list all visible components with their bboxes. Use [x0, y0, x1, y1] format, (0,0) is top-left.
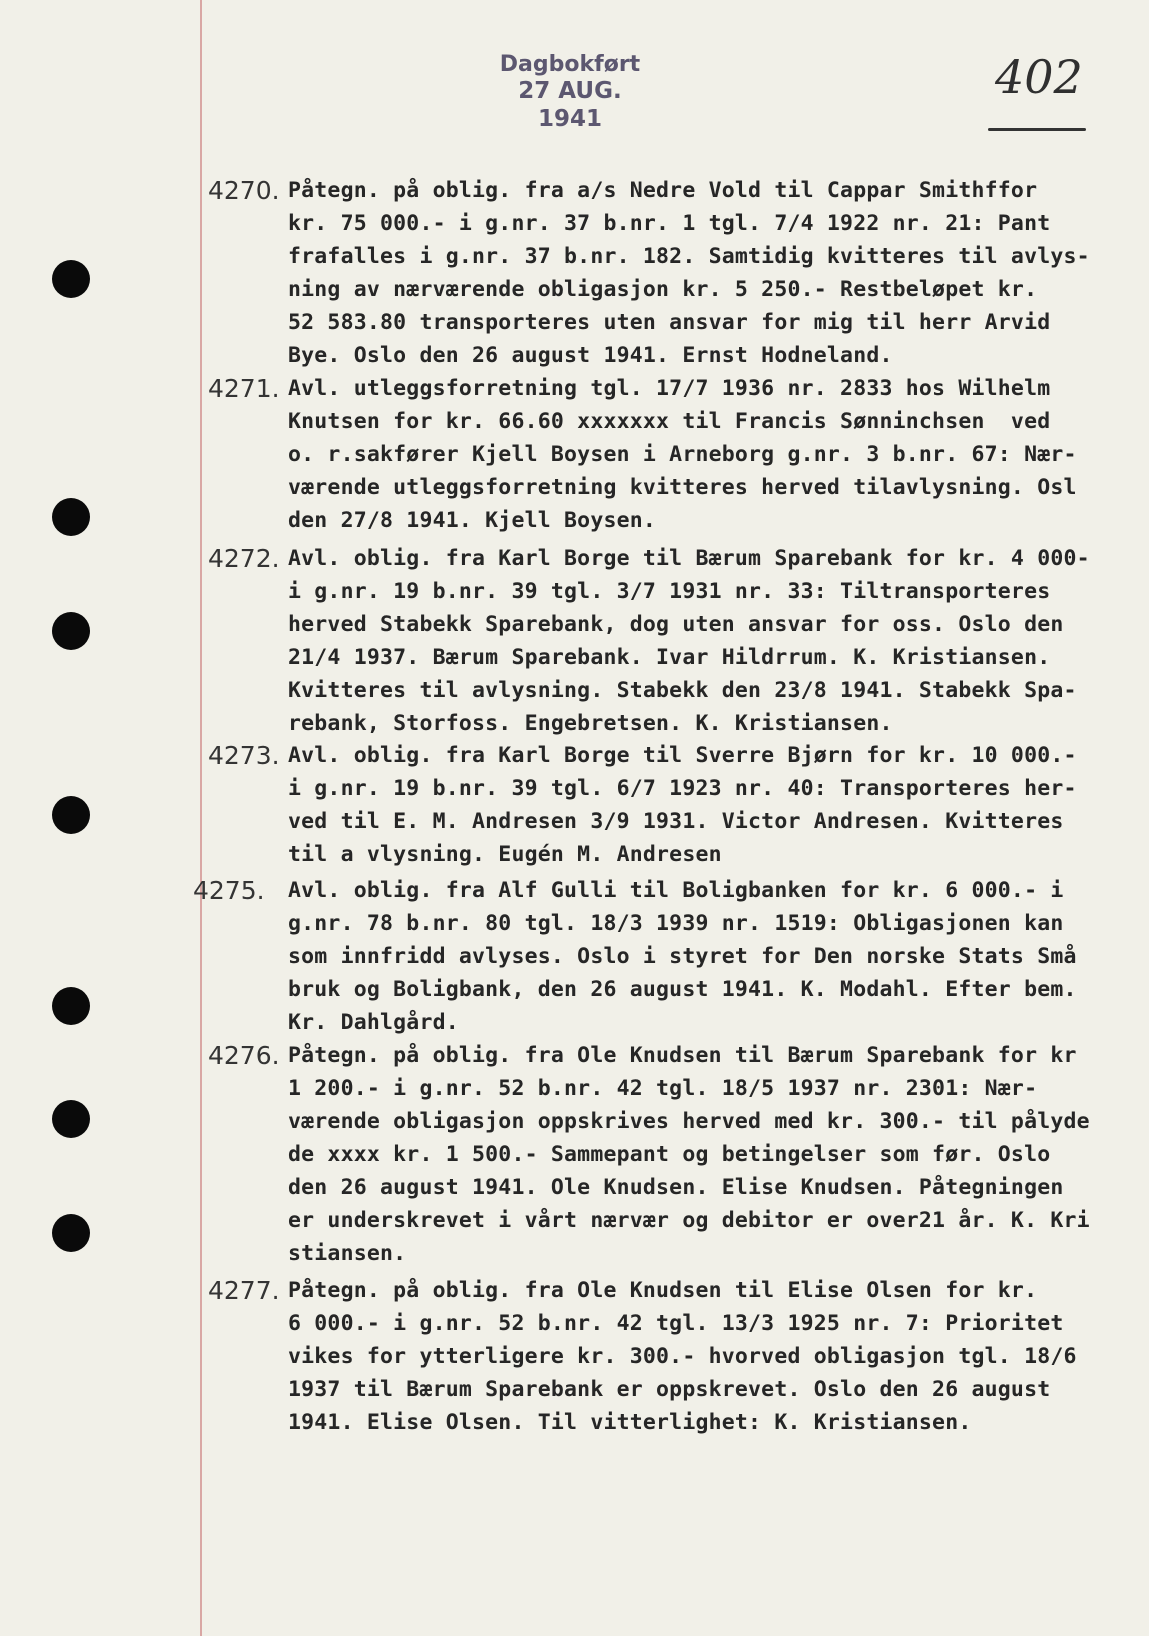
entry-text-line: Bye. Oslo den 26 august 1941. Ernst Hodneland.: [288, 343, 893, 368]
entry-text-line: 52 583.80 transporteres uten ansvar for mig til herr Arvid: [288, 310, 1051, 335]
entry-text-line: ved til E. M. Andresen 3/9 1931. Victor Andresen. Kvitteres: [288, 809, 1064, 834]
entry-text-line: vikes for ytterligere kr. 300.- hvorved obligasjon tgl. 18/6: [288, 1344, 1077, 1369]
entry-text-line: den 27/8 1941. Kjell Boysen.: [288, 508, 657, 533]
entry-text-line: herved Stabekk Sparebank, dog uten ansvar for oss. Oslo den: [288, 612, 1064, 637]
page-number: 402: [995, 50, 1083, 104]
entry-text-line: værende obligasjon oppskrives herved med kr. 300.- til pålyde: [288, 1109, 1090, 1134]
date-stamp: [490, 52, 650, 134]
punch-hole: [52, 612, 90, 650]
entry-text-line: 6 000.- i g.nr. 52 b.nr. 42 tgl. 13/3 1925 nr. 7: Prioritet: [288, 1311, 1064, 1336]
entry-number: 4271.: [208, 374, 280, 403]
punch-hole: [52, 1214, 90, 1252]
entry-number: 4270.: [208, 176, 280, 205]
margin-rule: [200, 0, 202, 1636]
entry-text-line: Påtegn. på oblig. fra Ole Knudsen til Bærum Sparebank for kr: [288, 1043, 1077, 1068]
stamp-date: 27 AUG. 1941: [518, 78, 622, 132]
entry-text-line: Avl. oblig. fra Alf Gulli til Boligbanken for kr. 6 000.- i: [288, 878, 1064, 903]
punch-hole: [52, 498, 90, 536]
entry-text-line: de xxxx kr. 1 500.- Sammepant og betingelser som før. Oslo: [288, 1142, 1051, 1167]
entry-number: 4272.: [208, 544, 280, 573]
entry-text-line: Påtegn. på oblig. fra a/s Nedre Vold til Cappar Smithffor: [288, 178, 1038, 203]
entry-text-line: kr. 75 000.- i g.nr. 37 b.nr. 1 tgl. 7/4 1922 nr. 21: Pant: [288, 211, 1051, 236]
entry-text-line: Avl. oblig. fra Karl Borge til Sverre Bjørn for kr. 10 000.-: [288, 743, 1077, 768]
entry-number: 4273.: [208, 741, 280, 770]
entry-text-line: stiansen.: [288, 1241, 407, 1266]
entry-number: 4276.: [208, 1041, 280, 1070]
entry-text-line: 1 200.- i g.nr. 52 b.nr. 42 tgl. 18/5 1937 nr. 2301: Nær-: [288, 1076, 1038, 1101]
entry-text-line: Kr. Dahlgård.: [288, 1010, 459, 1035]
entry-text-line: som innfridd avlyses. Oslo i styret for Den norske Stats Små: [288, 944, 1077, 969]
punch-hole: [52, 1100, 90, 1138]
entry-text-line: i g.nr. 19 b.nr. 39 tgl. 3/7 1931 nr. 33: Tiltransporteres: [288, 579, 1051, 604]
entry-text-line: 1937 til Bærum Sparebank er oppskrevet. Oslo den 26 august: [288, 1377, 1051, 1402]
page-number-underline: [988, 128, 1086, 131]
entry-text-line: ning av nærværende obligasjon kr. 5 250.- Restbeløpet kr.: [288, 277, 1038, 302]
entry-text-line: Kvitteres til avlysning. Stabekk den 23/8 1941. Stabekk Spa-: [288, 678, 1077, 703]
entry-text-line: 1941. Elise Olsen. Til vitterlighet: K. Kristiansen.: [288, 1410, 972, 1435]
stamp-title: Dagbokført: [499, 52, 641, 77]
entry-text-line: rebank, Storfoss. Engebretsen. K. Kristiansen.: [288, 711, 893, 736]
entry-text-line: o. r.sakfører Kjell Boysen i Arneborg g.nr. 3 b.nr. 67: Nær-: [288, 442, 1077, 467]
entry-text-line: Knutsen for kr. 66.60 xxxxxxx til Francis Sønninchsen ved: [288, 409, 1051, 434]
entry-text-line: værende utleggsforretning kvitteres herved tilavlysning. Osl: [288, 475, 1077, 500]
entry-text-line: den 26 august 1941. Ole Knudsen. Elise Knudsen. Påtegningen: [288, 1175, 1064, 1200]
entry-number: 4277.: [208, 1276, 280, 1305]
entry-text-line: bruk og Boligbank, den 26 august 1941. K. Modahl. Efter bem.: [288, 977, 1077, 1002]
punch-hole: [52, 260, 90, 298]
entry-text-line: g.nr. 78 b.nr. 80 tgl. 18/3 1939 nr. 1519: Obligasjonen kan: [288, 911, 1064, 936]
entry-text-line: 21/4 1937. Bærum Sparebank. Ivar Hildrrum. K. Kristiansen.: [288, 645, 1051, 670]
entry-text-line: Avl. oblig. fra Karl Borge til Bærum Sparebank for kr. 4 000-: [288, 546, 1090, 571]
punch-hole: [52, 796, 90, 834]
entry-number: 4275.: [193, 876, 265, 905]
entry-text-line: frafalles i g.nr. 37 b.nr. 182. Samtidig kvitteres til avlys-: [288, 244, 1090, 269]
entry-text-line: i g.nr. 19 b.nr. 39 tgl. 6/7 1923 nr. 40: Transporteres her-: [288, 776, 1077, 801]
entry-text-line: til a vlysning. Eugén M. Andresen: [288, 842, 722, 867]
entry-text-line: er underskrevet i vårt nærvær og debitor er over21 år. K. Kri: [288, 1208, 1090, 1233]
punch-hole: [52, 987, 90, 1025]
entry-text-line: Avl. utleggsforretning tgl. 17/7 1936 nr. 2833 hos Wilhelm: [288, 376, 1051, 401]
entry-text-line: Påtegn. på oblig. fra Ole Knudsen til Elise Olsen for kr.: [288, 1278, 1038, 1303]
